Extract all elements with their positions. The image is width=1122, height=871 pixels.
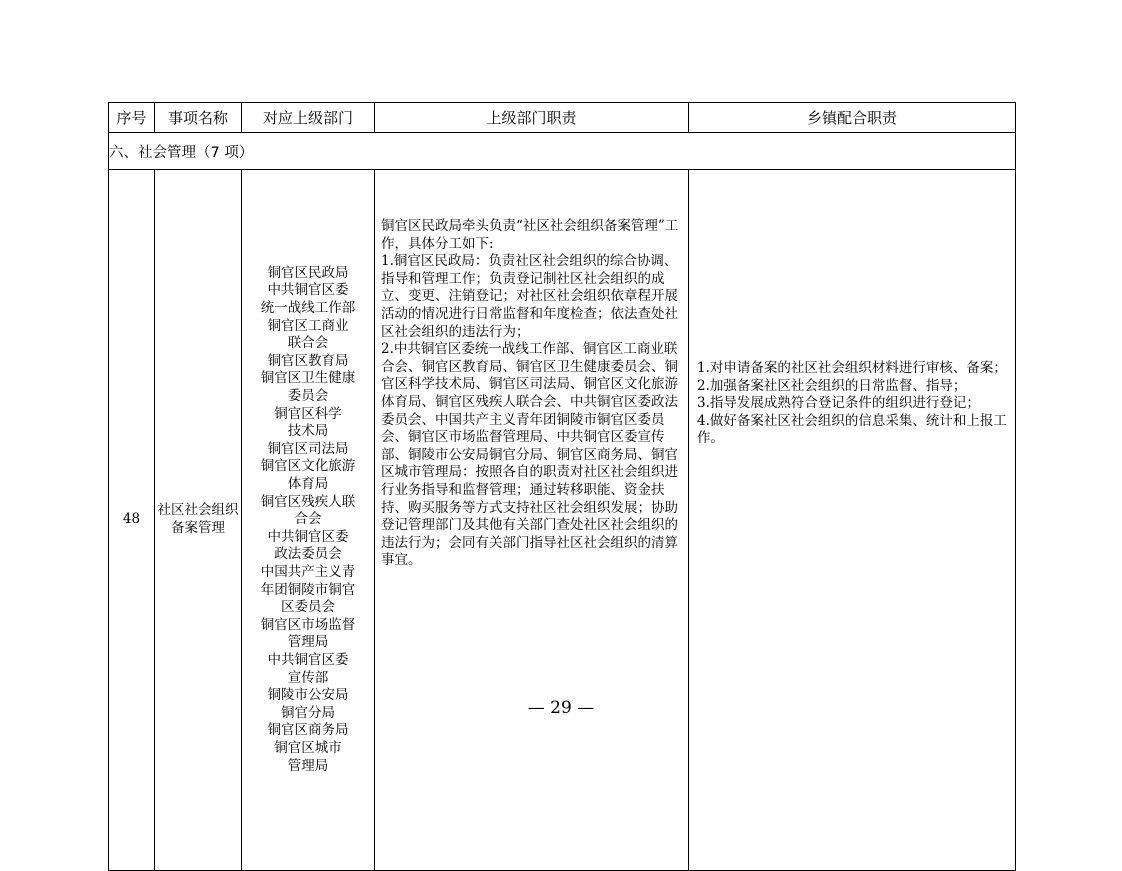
header-seq: 序号	[109, 103, 155, 133]
department-line: 铜官区工商业	[267, 317, 349, 334]
header-town-duty: 乡镇配合职责	[689, 103, 1016, 133]
department-line: 铜官分局	[281, 704, 335, 721]
superior-duty-item-2: 2.中共铜官区委统一战线工作部、铜官区工商业联合会、铜官区教育局、铜官区卫生健康委员会、铜官区科学技术局、铜官区司法局、铜官区文化旅游体育局、铜官区残疾人联合会、中共铜官区委政法委员会、中国共产主义青年团铜陵市铜官区委员会、铜官区市场监督管理局、中共铜官区委宣传部、铜陵市公安局铜官分局、铜官区商务局、铜官区城市管理局：按照各自的职责对社区社会组织进行业务指导和监督管理；通过转移职能、资金扶持、购买服务等方式支持社区社会组织发展；协助登记管理部门及其他有关部门查处社区社会组织的违法行为；会同有关部门指导社区社会组织的清算事宜。	[381, 341, 678, 569]
header-item-name: 事项名称	[155, 103, 242, 133]
row-superior-duty	[375, 170, 689, 871]
page-number: — 29 —	[527, 698, 595, 718]
department-line: 中共铜官区委	[267, 651, 349, 668]
superior-duty-item-1: 1.铜官区民政局：负责社区社会组织的综合协调、指导和管理工作；负责登记制社区社会组织的成立、变更、注销登记；对社区社会组织依章程开展活动的情况进行日常监督和年度检查；依法查处社区社会组织的违法行为；	[381, 253, 678, 340]
town-duty-item-1: 1.对申请备案的社区社会组织材料进行审核、备案；	[697, 360, 1007, 376]
superior-duty-intro: 铜官区民政局牵头负责“社区社会组织备案管理”工作，具体分工如下:	[381, 218, 679, 252]
department-line: 区委员会	[281, 599, 335, 616]
town-duty-item-2: 2.加强备案社区社会组织的日常监督、指导；	[697, 377, 967, 394]
department-line: 铜官区司法局	[267, 440, 349, 457]
row-item-name: 社区社会组织备案管理	[155, 170, 242, 871]
department-line: 铜官区城市	[274, 739, 342, 756]
department-line: 铜官区卫生健康	[260, 370, 356, 387]
table-header-row	[109, 103, 1016, 133]
department-line: 铜官区民政局	[267, 264, 349, 281]
department-line: 管理局	[287, 757, 329, 774]
town-duty-item-3: 3.指导发展成熟符合登记条件的组织进行登记；	[697, 395, 980, 412]
department-line: 体育局	[287, 476, 329, 493]
header-superior-duty: 上级部门职责	[375, 103, 689, 133]
department-line: 铜官区残疾人联	[260, 493, 356, 510]
department-line: 铜官区商务局	[267, 722, 349, 739]
department-line: 合会	[294, 511, 322, 528]
town-duty-item-4: 4.做好备案社区社会组织的信息采集、统计和上报工作。	[697, 412, 1007, 447]
table-row	[109, 170, 1016, 871]
department-line: 中国共产主义青	[260, 563, 356, 580]
department-line: 管理局	[287, 634, 329, 651]
department-line: 中共铜官区委	[267, 282, 349, 299]
header-superior-dept: 对应上级部门	[242, 103, 375, 133]
section-row	[109, 133, 1016, 170]
department-line: 铜官区科学	[274, 405, 342, 422]
row-seq: 48	[109, 170, 155, 871]
department-line: 铜官区文化旅游	[260, 458, 356, 475]
matters-table	[108, 102, 1016, 871]
department-line: 铜官区市场监督	[260, 616, 356, 633]
department-line: 铜官区教育局	[267, 352, 349, 369]
department-line: 政法委员会	[274, 546, 342, 563]
department-line: 宣传部	[287, 669, 329, 686]
row-departments	[242, 170, 375, 871]
department-line: 年团铜陵市铜官	[260, 581, 356, 598]
department-line: 统一战线工作部	[260, 300, 356, 317]
department-line: 联合会	[287, 335, 329, 352]
department-line: 中共铜官区委	[267, 528, 349, 545]
department-line: 委员会	[287, 388, 329, 405]
department-line: 铜陵市公安局	[267, 687, 349, 704]
department-line: 技术局	[287, 423, 329, 440]
row-town-duty	[689, 170, 1016, 871]
section-title: 六、社会管理（7 项）	[109, 133, 1016, 170]
